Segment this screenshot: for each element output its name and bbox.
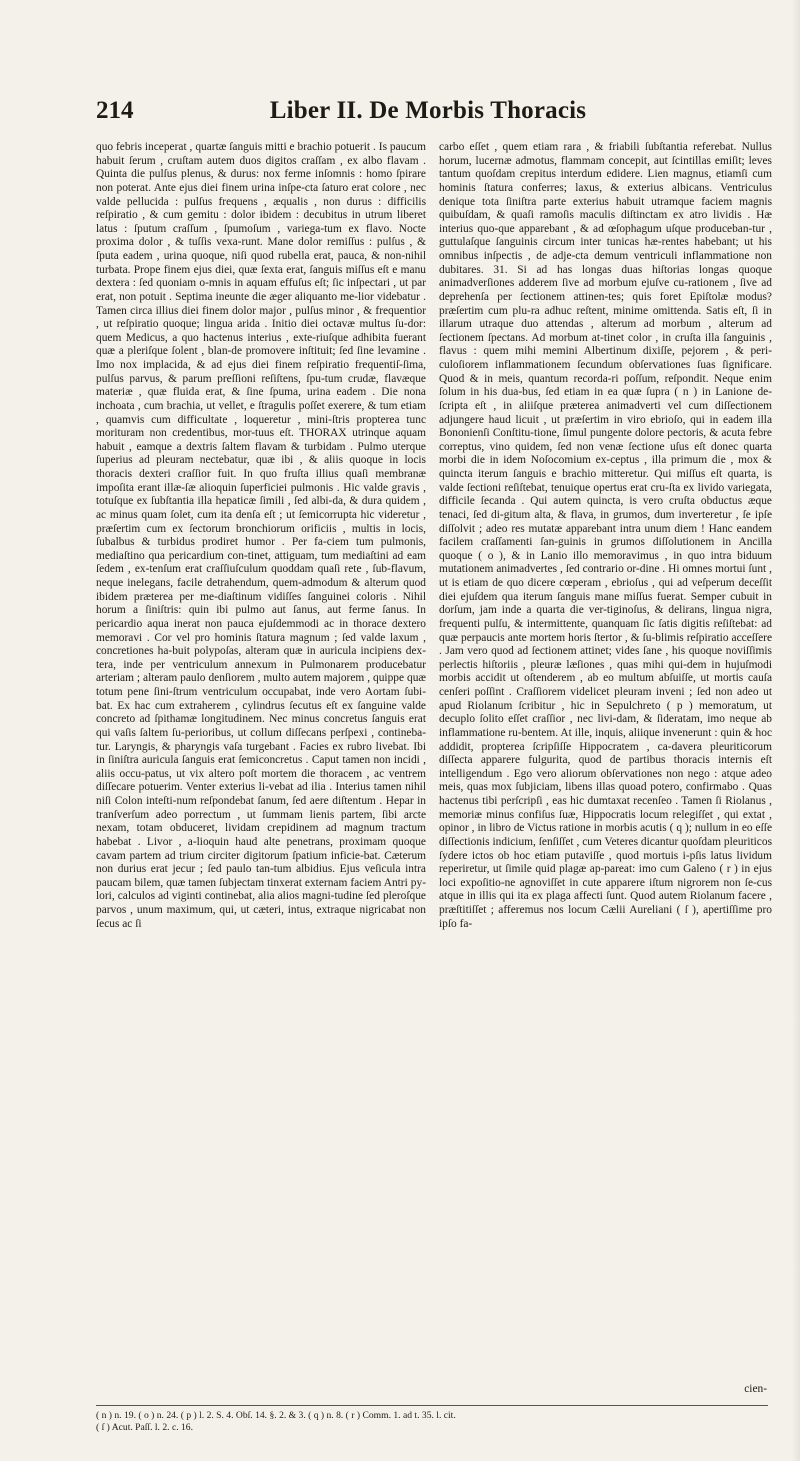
footnote-line-2: ( ſ ) Acut. Paſſ. l. 2. c. 16. <box>96 1422 193 1433</box>
catchword: cien- <box>744 1383 767 1395</box>
footnote-line-1: ( n ) n. 19. ( o ) n. 24. ( p ) l. 2. S. 4. Obſ. 14. §. 2. & 3. ( q ) n. 8. ( r ) Comm. 1. ad t. 35. l. cit. <box>96 1410 456 1421</box>
right-text-column <box>439 141 772 1396</box>
page-edge-shadow <box>792 0 800 1461</box>
right-column-text: carbo eſſet , quem etiam rara , & friabili ſubſtantia referebat. Nullus horum, lucernæ admotus, flammam concepit, aut ſcintillas emiſit; leves tantum quoſdam crepitus interdum edidere. Lien magnus, etiamſi cum hominis ſtatura conferres; laxus, & exterius albicans. Ventriculus denique tota ſiniſtra parte exterius habuit utramque faciem magnis quibuſdam, & quaſi ramoſis maculis diſtinctam ex atro lividis . Hæ interius quo-que apparebant , & ad œſophagum uſque produceban-tur , guttulaſque ſanguinis circum inter tunicas hæ-rentes habebant; ut his omnibus inſpectis , de adje-cta demum ventriculi inflammatione non dubitares. 31. Si ad has longas duas hiſtorias longas quoque animadverſiones adderem ſive ad morbum ejuſve cu-rationem , ſive ad deprehenſa per ſectionem attinen-tes; quis foret Epiſtolæ modus? præſertim cum plu-ra adhuc reſtent, minime omittenda. Satis eſt, ſi in illarum utraque duo attendas , alterum ad morbum , alterum ad ſectionem ſpectans. Ad morbum at-tinet color , in cruſta illa ſanguinis , flavus : quem mihi memini Albertinum dixiſſe, pejorem , & peri-culoſiorem inflammationem ſecundum obſervationes ſuas ſignificare. Quod & in meis, quantum recorda-ri poſſum, reſpondit. Neque enim ſolum in his dua-bus, ſed etiam in ea quæ ſupra ( n ) in Lanione de-ſcripta eſt , in aliiſque præterea animadverti vel cum diſſectionem adjungere haud licuit , ut præſertim in viro ebrioſo, qui in eadem illa Bononienſi Conſtitu-tione, ſimul pungente dolore pectoris, & acuta febre correptus, vino quidem, ſed non venæ ſectione uſus eſt donec quarta morbi die in idem Noſocomium ex-ceptus , illa primum die , mox & quincta iterum ſanguis e brachio mitteretur. Qui miſſus eſt quarta, is valde ſectioni reſiſtebat, tenuique opertus erat cru-ſta ex livido variegata, difficile ſecanda . Qui autem quincta, is vero cruſta obductus æque tenaci, ſed di-gitum alta, & flava, in grumos, dum inverteretur , ſe ipſe diſſolvit ; adeo res mutatæ apparebant intra unum diem ! Hanc eandem facilem craſſamenti ſan-guinis in grumos diſſolutionem in Ancilla quoque ( o ), & in Lanio illo memoravimus , in quo intra biduum mutationem animadvertes , ſed contrario or-dine . Hi omnes mortui ſunt , ut is etiam de quo dicere cœperam , ebrioſus , qui ad veſperum deceſſit diei ejuſdem qua iterum ſanguis mane miſſus fuerat. Semper cubuit in dorſum, jam inde a quarta die ver-tiginoſus, & delirans, lingua nigra, frequenti pulſu, & intermittente, quanquam ſic ſatis digitis reſiſtebat: ad quæ perpaucis ante mortem horis ſtertor , & ſu-blimis reſpiratio acceſſere . Jam vero quod ad ſectionem attinet; vides ſane , his quoque noviſſimis perlectis hiſtoriis , pleuræ læſiones , quas mihi qui-dem in hujuſmodi morbis accidit ut oſtenderem , ab eo multum abſuiſſe, ut mortis cauſa cenſeri poſſint . Craſſiorem videlicet pleuram inveni ; ſed non adeo ut apud Riolanum ſcribitur , hic in Sepulchreto ( p ) memoratum, ut decuplo ſolito eſſet craſſior , nec livi-dam, & ſideratam, imo neque ab inflammatione ru-bentem. At ille, inquis, aliique invenerunt : quin & hoc addidit, propterea ſcripſiſſe Hippocratem , ca-davera pleuriticorum diſſecta apparere fulgurita, quod de partibus thoracis internis eſt intelligendum . Ego vero aliorum obſervationes non nego : atque adeo meis, quas mox ſubjiciam, libens illas quoad potero, confirmabo . Quas hactenus tibi perſcripſi , eas hic dumtaxat recenſeo . Tamen ſi Riolanus , memoriæ minus confiſus ſuæ, Hippocratis locum relegiſſet , qui extat , opinor , in libro de Victus ratione in morbis acutis ( q ); nullum in eo eſſe diſſectionis indicium, ſenſiſſet , cum Veteres dicantur quoſdam pleuriticos ſydere ictos ob hoc etiam putaviſſe , quod mortuis i-pſis latus lividum reperiretur, ut ſimile quid plagæ ap-pareat: imo cum Galeno ( r ) in ejus loci expoſitio-ne agnoviſſet in cute apparere iſtum nigrorem non ſe-cus atque in illis qui ita ex plaga affecti ſunt. Quod autem Riolanum facere , præſtitiſſet ; afferemus nos locum Cælii Aureliani ( ſ ), apertiſſime pro ipſo fa- <box>439 141 772 930</box>
footnotes <box>96 1410 768 1434</box>
page-header <box>96 97 760 131</box>
footnote-divider <box>96 1405 768 1406</box>
page-number: 214 <box>96 97 134 124</box>
left-text-column <box>96 141 426 1396</box>
left-column-text: quo febris inceperat , quartæ ſanguis mitti e brachio potuerit . Is paucum habuit ſerum , cruſtam autem duos digitos craſſam , ex albo flavam . Quinta die pulſus plenus, & durus: nox ferme inſomnis : homo ſpirare non poterat. Ante ejus diei finem urina inſpe-cta ſaturo erat colore , nec valde pellucida : pulſus frequens , æqualis , non durus : difficilis reſpiratio , & cum gemitu : dolor ibidem : decubitus in utrum liberet latus : ſputum craſſum , ſpumoſum , variega-tum ex flavo. Nocte proxima dolor , & tuſſis vexa-runt. Mane dolor remiſſus : pulſus , & ſputa eadem , urina quoque, niſi quod rubella erat, pauca, & non-nihil turbata. Prope finem ejus diei, quæ ſexta erat, ſanguis miſſus eſt e manu dextera : ſed quoniam o-mnis in aquam effuſus eſt; ſic inſpectari , ut par erat, non potuit . Septima ineunte die æger aliquanto me-lior videbatur . Tamen circa illius diei finem dolor major , pulſus minor , & frequentior , ut reſpiratio quoque; lingua arida . Initio diei octavæ multus ſu-dor: quem Medicus, a quo hactenus interius , exte-riuſque adhibita fuerant quæ a pleriſque ſolent , blan-de promovere inſtituit; ſed ſine levamine . Imo nox implacida, & ad ejus diei finem reſpiratio frequentiſ-ſima, pulſus parvus, & parum preſſioni reſiſtens, ſpu-tum crudæ, flavæque materiæ , quæ fluida erat, & ſine ſpuma, urina eadem . Die nona inchoata , cum brachia, ut vellet, e ſtragulis poſſet exerere, & tum etiam , quamvis cum difficultate , loqueretur , mini-ſtris propterea tunc morituram non credentibus, mor-tuus eſt. THORAX utrinque aquam habuit , eamque a dextris ſaltem flavam & turbidam . Pulmo uterque ſuperius ad pleuram nectebatur, quæ ibi , & aliis quoque in locis thoracis dexteri craſſior fuit. In quo fruſta illius quaſi membranæ impoſita erant illæ-ſæ alioquin ſuperficiei pulmonis . Hic valde gravis , totuſque ex ſubſtantia illa hepaticæ ſimili , ſed albi-da, & dura quidem , ac minus quam ſolet, cum ita denſa eſt ; ut ſemicorrupta hic videretur , præſertim cum ex ſectorum bronchiorum orificiis , multis in locis, ſubalbus & turbidus prodiret humor . Per fa-ciem tum pulmonis, mediaſtino qua pericardium con-tinet, attiguam, tum mediaſtini ad eam ſedem , ex-tenſum erat craſſiuſculum quoddam quaſi rete , ſub-flavum, neque inelegans, facile detrahendum, quem-admodum & alterum quod ibidem præterea per me-diaſtinum vidiſſes ſanguinei coloris . Nihil horum a ſiniſtris: quin ibi pulmo aut ſanus, aut ferme ſanus. In pericardio aqua inerat non pauca ejuſdemmodi ac in thorace dextero memoravi . Cor vel pro hominis ſtatura magnum ; ſed valde laxum , concretiones ha-buit polypoſas, alteram quæ in auricula incipiens dex-tera, inde per ventriculum annexum in Pulmonarem producebatur arteriam ; alteram paulo denſiorem , multo autem majorem , quippe quæ totum pene ſini-ſtrum ventriculum occupabat, inde vero Aortam ſubi-bat. Ex hac cum extraherem , cylindrus ſecutus eſt ex ſanguine valde concreto ad ſpithamæ longitudinem. Nec minus concretus ſanguis erat qui vaſis ſaltem ſu-perioribus, ut collum diſſecans perſpexi , contineba-tur. Laryngis, & pharyngis vaſa turgebant . Facies ex rubro livebat. Ibi in ſiniſtra auricula ſanguis erat ſemiconcretus . Caput tamen non incidi , aliis occu-patus, ut vix altero poſt mortem die thoracem , ac ventrem diſſecare potuerim. Venter exterius li-vebat ad ilia . Interius tamen nihil niſi Colon inteſti-num reſpondebat ſanum, ſed aere diſtentum . Hepar in tranſverſum adeo porrectum , ut ſummam lienis partem, ſibi arcte nexam, totam obduceret, lividam crepidinem ad magnum tractum habebat . Livor , a-lioquin haud alte penetrans, proximam quoque cavam partem ad trium circiter digitorum ſpatium inficie-bat. Cæterum non durius erat jecur ; ſed paulo tan-tum albidius. Ejus veſicula intra paucam bilem, quæ tamen ſubjectam tinxerat externam faciem Antri py-lori, calculos ad viginti continebat, alia alios magni-tudine ſed pleroſque parvos , unum maximum, qui, ut cæteri, intus, extraque nigricabat non ſecus ac ſi <box>96 141 426 930</box>
running-title: Liber II. De Morbis Thoracis <box>269 97 587 124</box>
